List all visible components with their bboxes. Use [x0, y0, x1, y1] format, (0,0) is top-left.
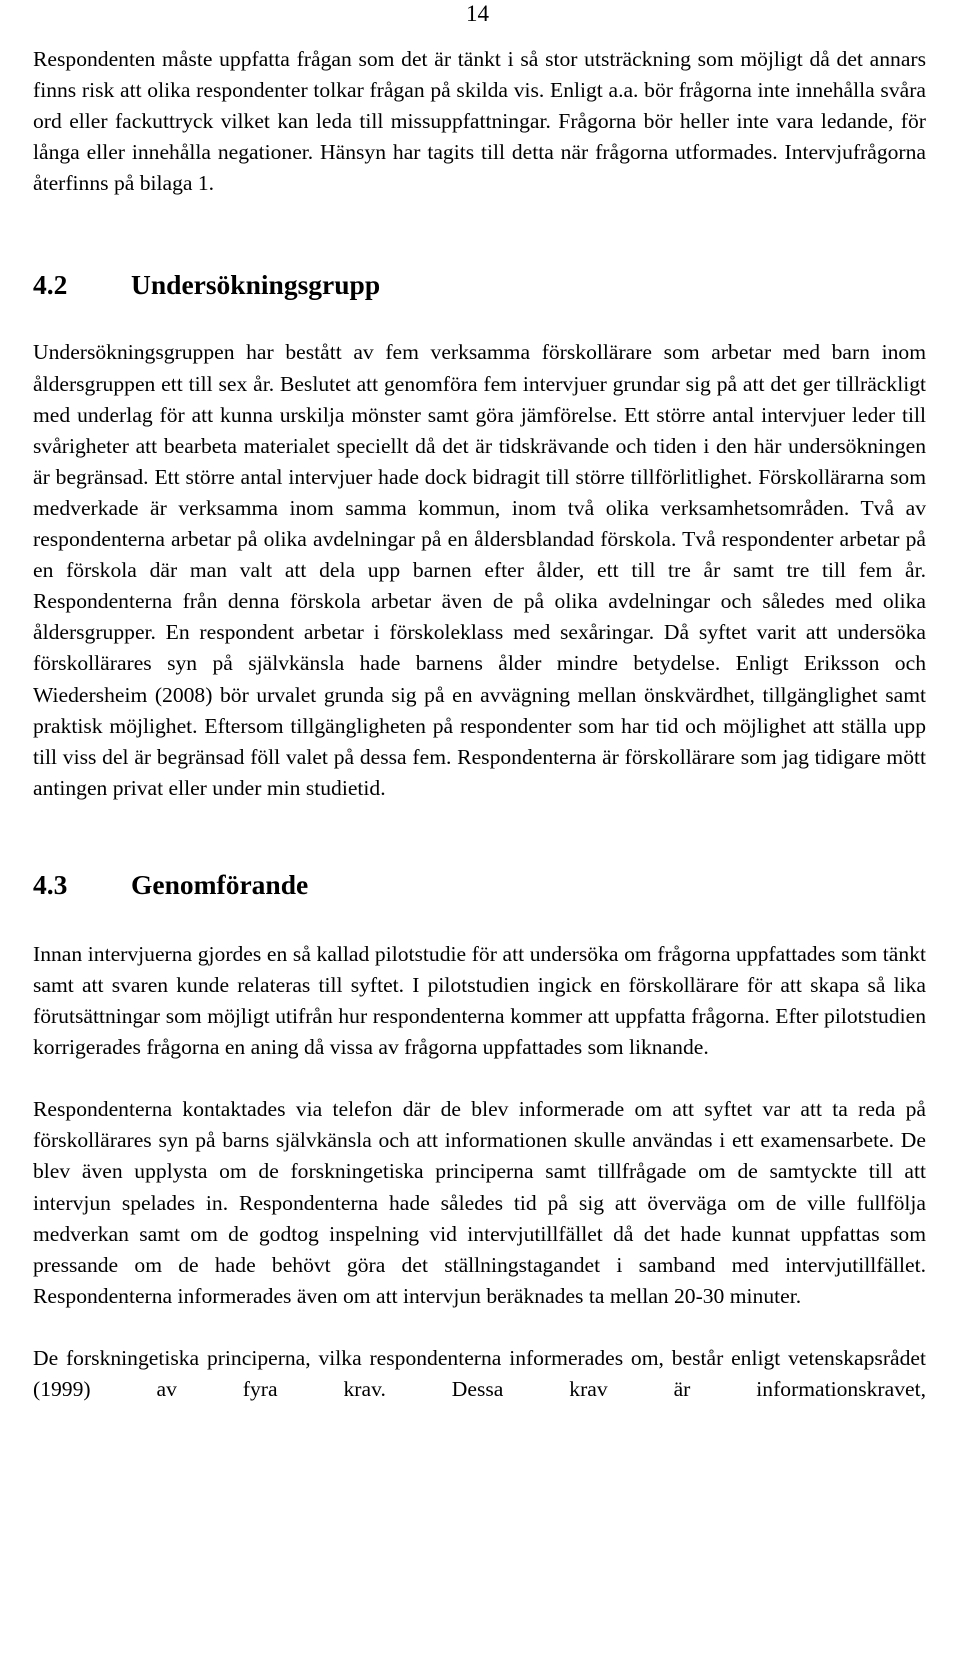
genomforande-paragraph-1: Innan intervjuerna gjordes en så kallad pilotstudie för att undersöka om frågorna uppfattades som tänkt samt att svaren kunde relateras till syftet. I pilotstudien ingick en förskollärare för att skapa så lika förutsättningar som möjligt utifrån hur respondenterna kommer att uppfatta frågorna. Efter pilotstudien korrigerades frågorna en aning då vissa av frågorna uppfattades som liknande.	[33, 941, 926, 1060]
section-title: Genomförande	[131, 868, 309, 900]
section-number: 4.2	[33, 269, 68, 301]
genomforande-paragraph-3: De forskningetiska principerna, vilka respondenterna informerades om, består enligt vetenskapsrådet (1999) av fyra krav. Dessa krav är informationskravet,	[33, 1345, 926, 1401]
genomforande-paragraph-2: Respondenterna kontaktades via telefon där de blev informerade om att syftet var att ta reda på förskollärares syn på barns självkänsla och att informationen skulle användas i ett examensarbete. De blev även upplysta om de forskningetiska principerna samt tillfrågade om de samtyckte till att intervjun spelades in. Respondenterna hade således tid på sig att överväga om de ville fullfölja medverkan samt om de godtog inspelning vid intervjutillfället då det hade kunnat uppfattas som pressande om de hade behövt göra det ställningstagandet i samband med intervjutillfället. Respondenterna informerades även om att intervjun beräknades ta mellan 20-30 minuter.	[33, 1097, 926, 1308]
document-body	[33, 44, 926, 1405]
section-heading-genomforande	[33, 869, 926, 901]
intro-paragraph: Respondenten måste uppfatta frågan som det är tänkt i så stor utsträckning som möjligt då det annars finns risk att olika respondenter tolkar frågan på skilda vis. Enligt a.a. bör frågorna inte innehålla svåra ord eller fackuttryck vilket kan leda till missuppfattningar. Frågorna bör heller inte vara ledande, för långa eller innehålla negationer. Hänsyn har tagits till detta när frågorna utformades. Intervjufrågorna återfinns på bilaga 1.	[33, 47, 926, 196]
section-number: 4.3	[33, 868, 68, 900]
section-title: Undersökningsgrupp	[131, 269, 381, 301]
section-heading-undersokningsgrupp	[33, 269, 926, 301]
page-number: 14	[466, 1, 489, 26]
undersokningsgrupp-paragraph: Undersökningsgruppen har bestått av fem verksamma förskollärare som arbetar med barn inom åldersgruppen ett till sex år. Beslutet att genomföra fem intervjuer grundar sig på att det ger tillräckligt med underlag för att kunna urskilja mönster samt göra jämförelse. Ett större antal intervjuer leder till svårigheter att bearbeta materialet speciellt då det är tidskrävande och tiden i den här undersökningen är begränsad. Ett större antal intervjuer hade dock bidragit till större tillförlitlighet. Förskollärarna som medverkade är verksamma inom samma kommun, inom två olika verksamhetsområden. Två av respondenterna arbetar på olika avdelningar på en åldersblandad förskola. Två respondenter arbetar på en förskola där man valt att dela upp barnen efter ålder, ett till tre år samt tre till fem år. Respondenterna från denna förskola arbetar även de på olika avdelningar och således med olika åldersgrupper. En respondent arbetar i förskoleklass med sexåringar. Då syftet varit att undersöka förskollärares syn på självkänsla hade barnens ålder mindre betydelse. Enligt Eriksson och Wiedersheim (2008) bör urvalet grunda sig på en avvägning mellan önskvärdhet, tillgänglighet samt praktisk möjlighet. Eftersom tillgängligheten på respondenter som har tid och möjlighet att ställa upp till viss del är begränsad föll valet på dessa fem. Respondenterna är förskollärare som jag tidigare mött antingen privat eller under min studietid.	[33, 340, 926, 800]
